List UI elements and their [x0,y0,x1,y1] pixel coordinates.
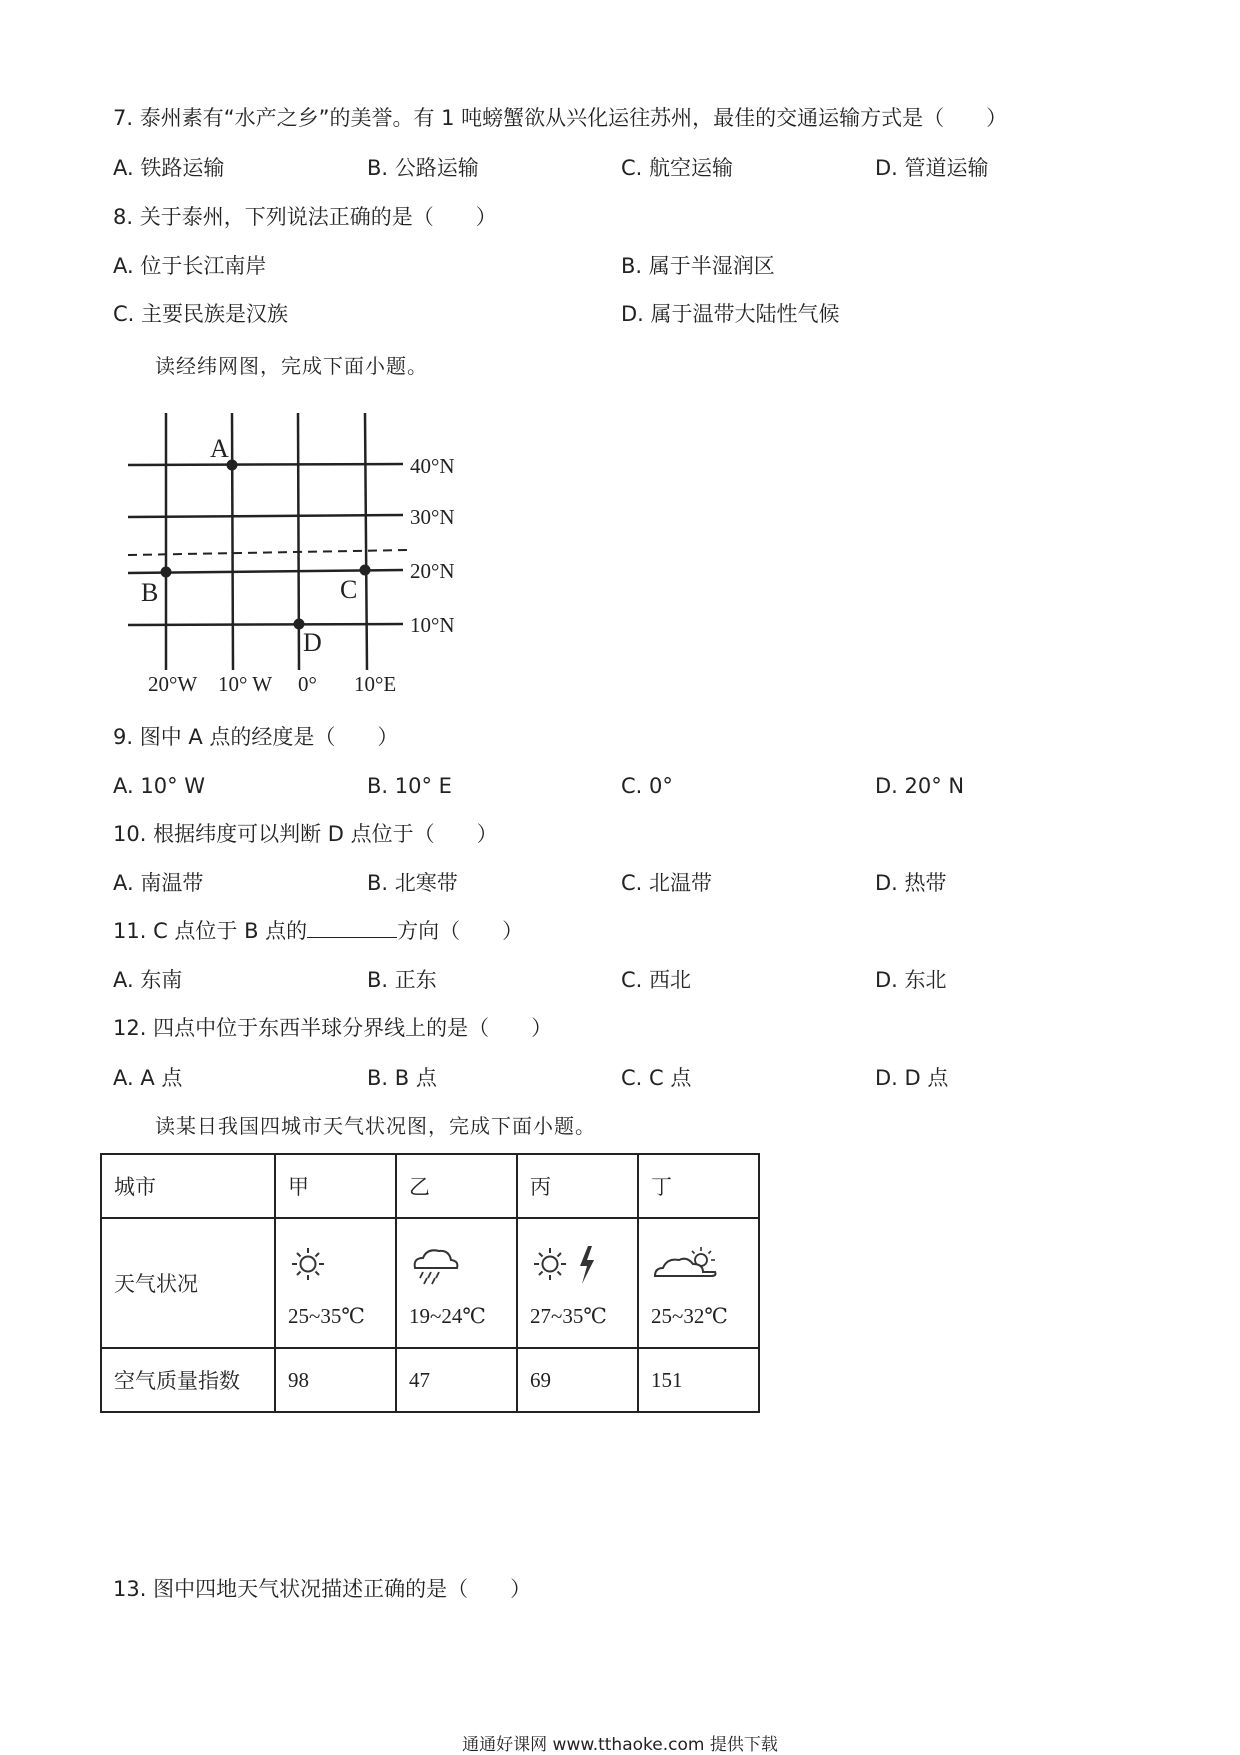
option-c[interactable]: C. 北温带 [621,871,713,895]
header-city: 城市 [101,1154,275,1218]
lat-line-30n [128,515,403,517]
sun-lightning-icon [530,1242,625,1290]
weather-cell-jia [275,1218,396,1348]
option-b[interactable]: B. 属于半湿润区 [621,254,775,278]
option-b[interactable]: B. 正东 [367,968,437,992]
lat-label-30n: 30°N [410,505,455,529]
temp-yi: 19~24℃ [409,1303,486,1328]
lat-label-40n: 40°N [410,454,455,478]
sun-icon [288,1242,383,1290]
option-d[interactable]: D. 属于温带大陆性气候 [621,302,840,326]
point-d-label: D [303,628,322,657]
cloud-sun-icon [651,1242,746,1290]
point-c-marker [360,565,371,576]
lon-line-10e [365,413,367,670]
option-a[interactable]: A. 位于长江南岸 [113,254,267,278]
header-ding: 丁 [638,1154,759,1218]
question-7-options [113,154,1133,182]
lat-label-20n: 20°N [410,559,455,583]
lat-line-40n [128,464,403,465]
weather-cell-yi [396,1218,517,1348]
question-7-stem: 7. 泰州素有“水产之乡”的美誉。有 1 吨螃蟹欲从兴化运往苏州，最佳的交通运输方式是（ ） [113,106,1008,130]
question-11-stem-after: 方向（ ） [397,919,524,943]
aqi-bing: 69 [517,1348,638,1412]
lon-label-10w: 10° W [218,672,273,696]
option-c[interactable]: C. 航空运输 [621,156,734,180]
question-9-options [113,772,1133,800]
option-c[interactable]: C. 0° [621,774,673,798]
option-a[interactable]: A. 南温带 [113,871,204,895]
option-c[interactable]: C. C 点 [621,1066,692,1090]
option-b[interactable]: B. 公路运输 [367,156,479,180]
option-a[interactable]: A. 铁路运输 [113,156,225,180]
lon-line-10w [232,413,233,670]
aqi-jia: 98 [275,1348,396,1412]
aqi-ding: 151 [638,1348,759,1412]
rain-cloud-icon [409,1242,504,1290]
option-a[interactable]: A. 10° W [113,774,206,798]
lon-label-10e: 10°E [354,672,397,696]
aqi-yi: 47 [396,1348,517,1412]
question-8-stem: 8. 关于泰州，下列说法正确的是（ ） [113,205,497,229]
table-intro: 读某日我国四城市天气状况图，完成下面小题。 [155,1114,596,1138]
option-b[interactable]: B. 北寒带 [367,871,458,895]
option-c[interactable]: C. 主要民族是汉族 [113,302,289,326]
table-header-row [101,1154,759,1218]
option-a[interactable]: A. A 点 [113,1066,183,1090]
point-b-marker [161,567,172,578]
question-8-options-row1 [113,252,1133,280]
lat-line-10n [128,624,403,625]
question-9-stem: 9. 图中 A 点的经度是（ ） [113,725,399,749]
question-8-options-row2 [113,300,1133,328]
question-12-options [113,1064,1133,1092]
question-11-options [113,966,1133,994]
option-d[interactable]: D. D 点 [875,1066,949,1090]
temp-ding: 25~32℃ [651,1303,728,1328]
grid-intro: 读经纬网图，完成下面小题。 [155,354,428,378]
lon-line-0 [298,413,299,670]
temp-jia: 25~35℃ [288,1303,365,1328]
option-d[interactable]: D. 东北 [875,968,947,992]
header-yi: 乙 [396,1154,517,1218]
weather-table [100,1153,760,1413]
answer-blank[interactable] [307,917,397,938]
table-row-weather [101,1218,759,1348]
option-d[interactable]: D. 管道运输 [875,156,989,180]
option-a[interactable]: A. 东南 [113,968,183,992]
table-row-aqi [101,1348,759,1412]
lon-label-0: 0° [298,672,317,696]
point-c-label: C [340,575,358,604]
weather-cell-ding [638,1218,759,1348]
header-bing: 丙 [517,1154,638,1218]
question-11-stem-before: 11. C 点位于 B 点的 [113,919,308,943]
lat-label-10n: 10°N [410,613,455,637]
question-12-stem: 12. 四点中位于东西半球分界线上的是（ ） [113,1016,553,1040]
option-d[interactable]: D. 20° N [875,774,965,798]
option-c[interactable]: C. 西北 [621,968,692,992]
question-10-options [113,869,1133,897]
lat-long-grid-figure [118,405,468,697]
header-jia: 甲 [275,1154,396,1218]
point-b-label: B [141,578,159,607]
question-10-stem: 10. 根据纬度可以判断 D 点位于（ ） [113,822,498,846]
page-footer: 通通好课网 www.tthaoke.com 提供下载 [462,1735,778,1755]
point-a-label: A [210,434,229,463]
option-b[interactable]: B. 10° E [367,774,452,798]
row-label-aqi: 空气质量指数 [101,1348,275,1412]
question-11-stem [113,917,523,945]
option-b[interactable]: B. B 点 [367,1066,437,1090]
option-d[interactable]: D. 热带 [875,871,947,895]
question-13-stem: 13. 图中四地天气状况描述正确的是（ ） [113,1577,532,1601]
temp-bing: 27~35℃ [530,1303,607,1328]
weather-cell-bing [517,1218,638,1348]
lon-label-20w: 20°W [148,672,198,696]
row-label-weather: 天气状况 [101,1218,275,1348]
